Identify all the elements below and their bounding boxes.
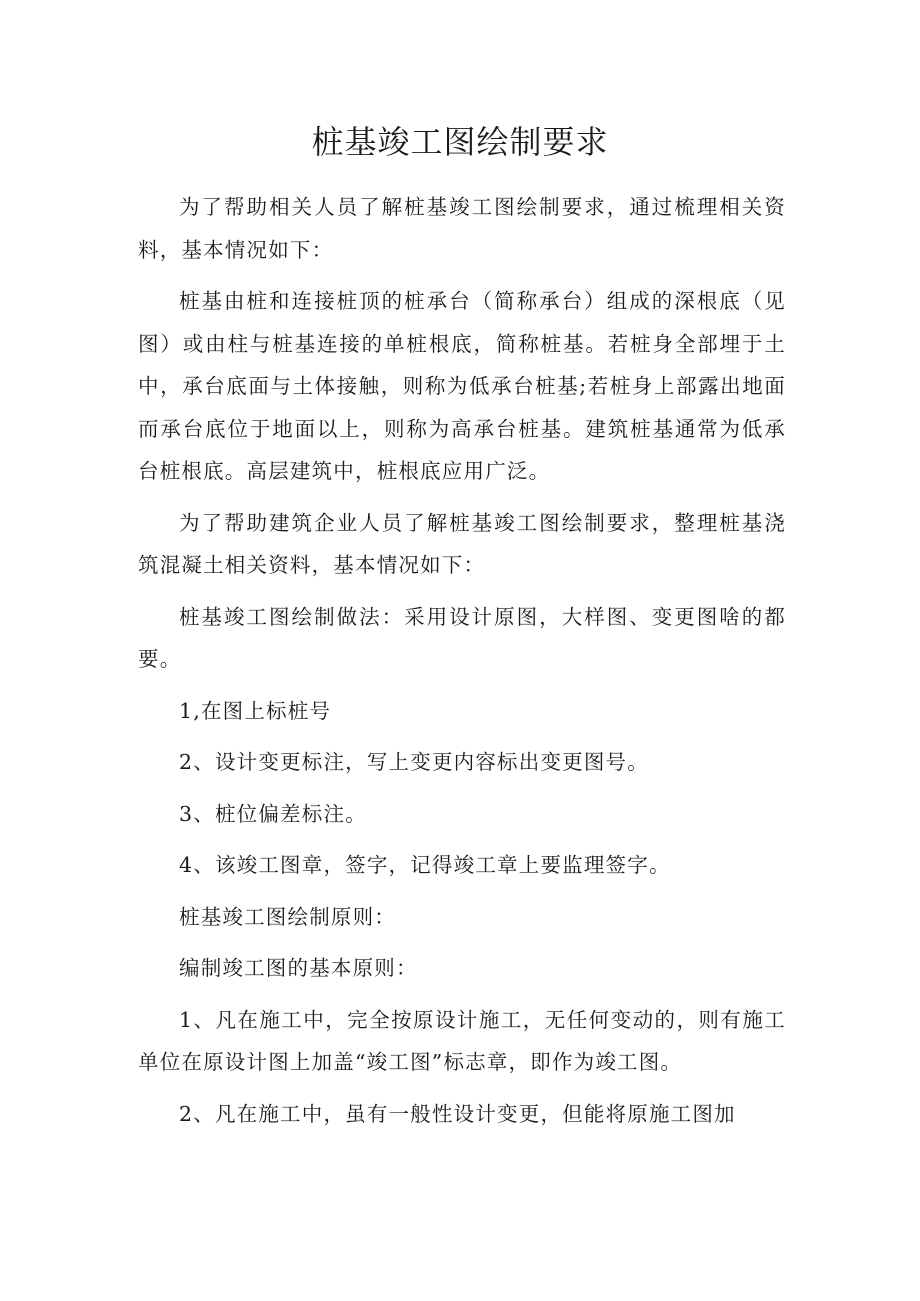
paragraph-method: 桩基竣工图绘制做法：采用设计原图，大样图、变更图啥的都要。 (138, 604, 786, 671)
paragraph-intro-2: 为了帮助建筑企业人员了解桩基竣工图绘制要求，整理桩基浇筑混凝土相关资料，基本情况如下： (138, 510, 786, 577)
document-title: 桩基竣工图绘制要求 (311, 123, 609, 161)
section-heading-principles: 桩基竣工图绘制原则： (179, 904, 396, 929)
document-body (138, 186, 786, 1144)
list-item: 2、设计变更标注，写上变更内容标出变更图号。 (179, 750, 649, 774)
list-item: 3、桩位偏差标注。 (179, 801, 367, 826)
paragraph-pile-definition: 桩基由桩和连接桩顶的桩承台（简称承台）组成的深根底（见图）或由柱与桩基连接的单桩根底，简称桩基。若桩身全部埋于土中，承台底面与土体接触，则称为低承台桩基;若桩身上部露出地面而承台底位于地面以上，则称为高承台桩基。建筑桩基通常为低承台桩根底。高层建筑中，桩根底应用广泛。 (138, 289, 786, 483)
list-item: 1,在图上标桩号 (179, 698, 332, 723)
section-heading-basic-principles: 编制竣工图的基本原则： (179, 956, 418, 980)
list-item: 1、凡在施工中，完全按原设计施工，无任何变动的，则有施工单位在原设计图上加盖“竣工图”标志章，即作为竣工图。 (138, 1007, 786, 1074)
list-item: 2、凡在施工中，虽有一般性设计变更，但能将原施工图加 (179, 1101, 736, 1126)
list-item: 4、该竣工图章，签字，记得竣工章上要监理签字。 (179, 853, 671, 877)
paragraph-intro: 为了帮助相关人员了解桩基竣工图绘制要求，通过梳理相关资料，基本情况如下： (138, 195, 786, 262)
